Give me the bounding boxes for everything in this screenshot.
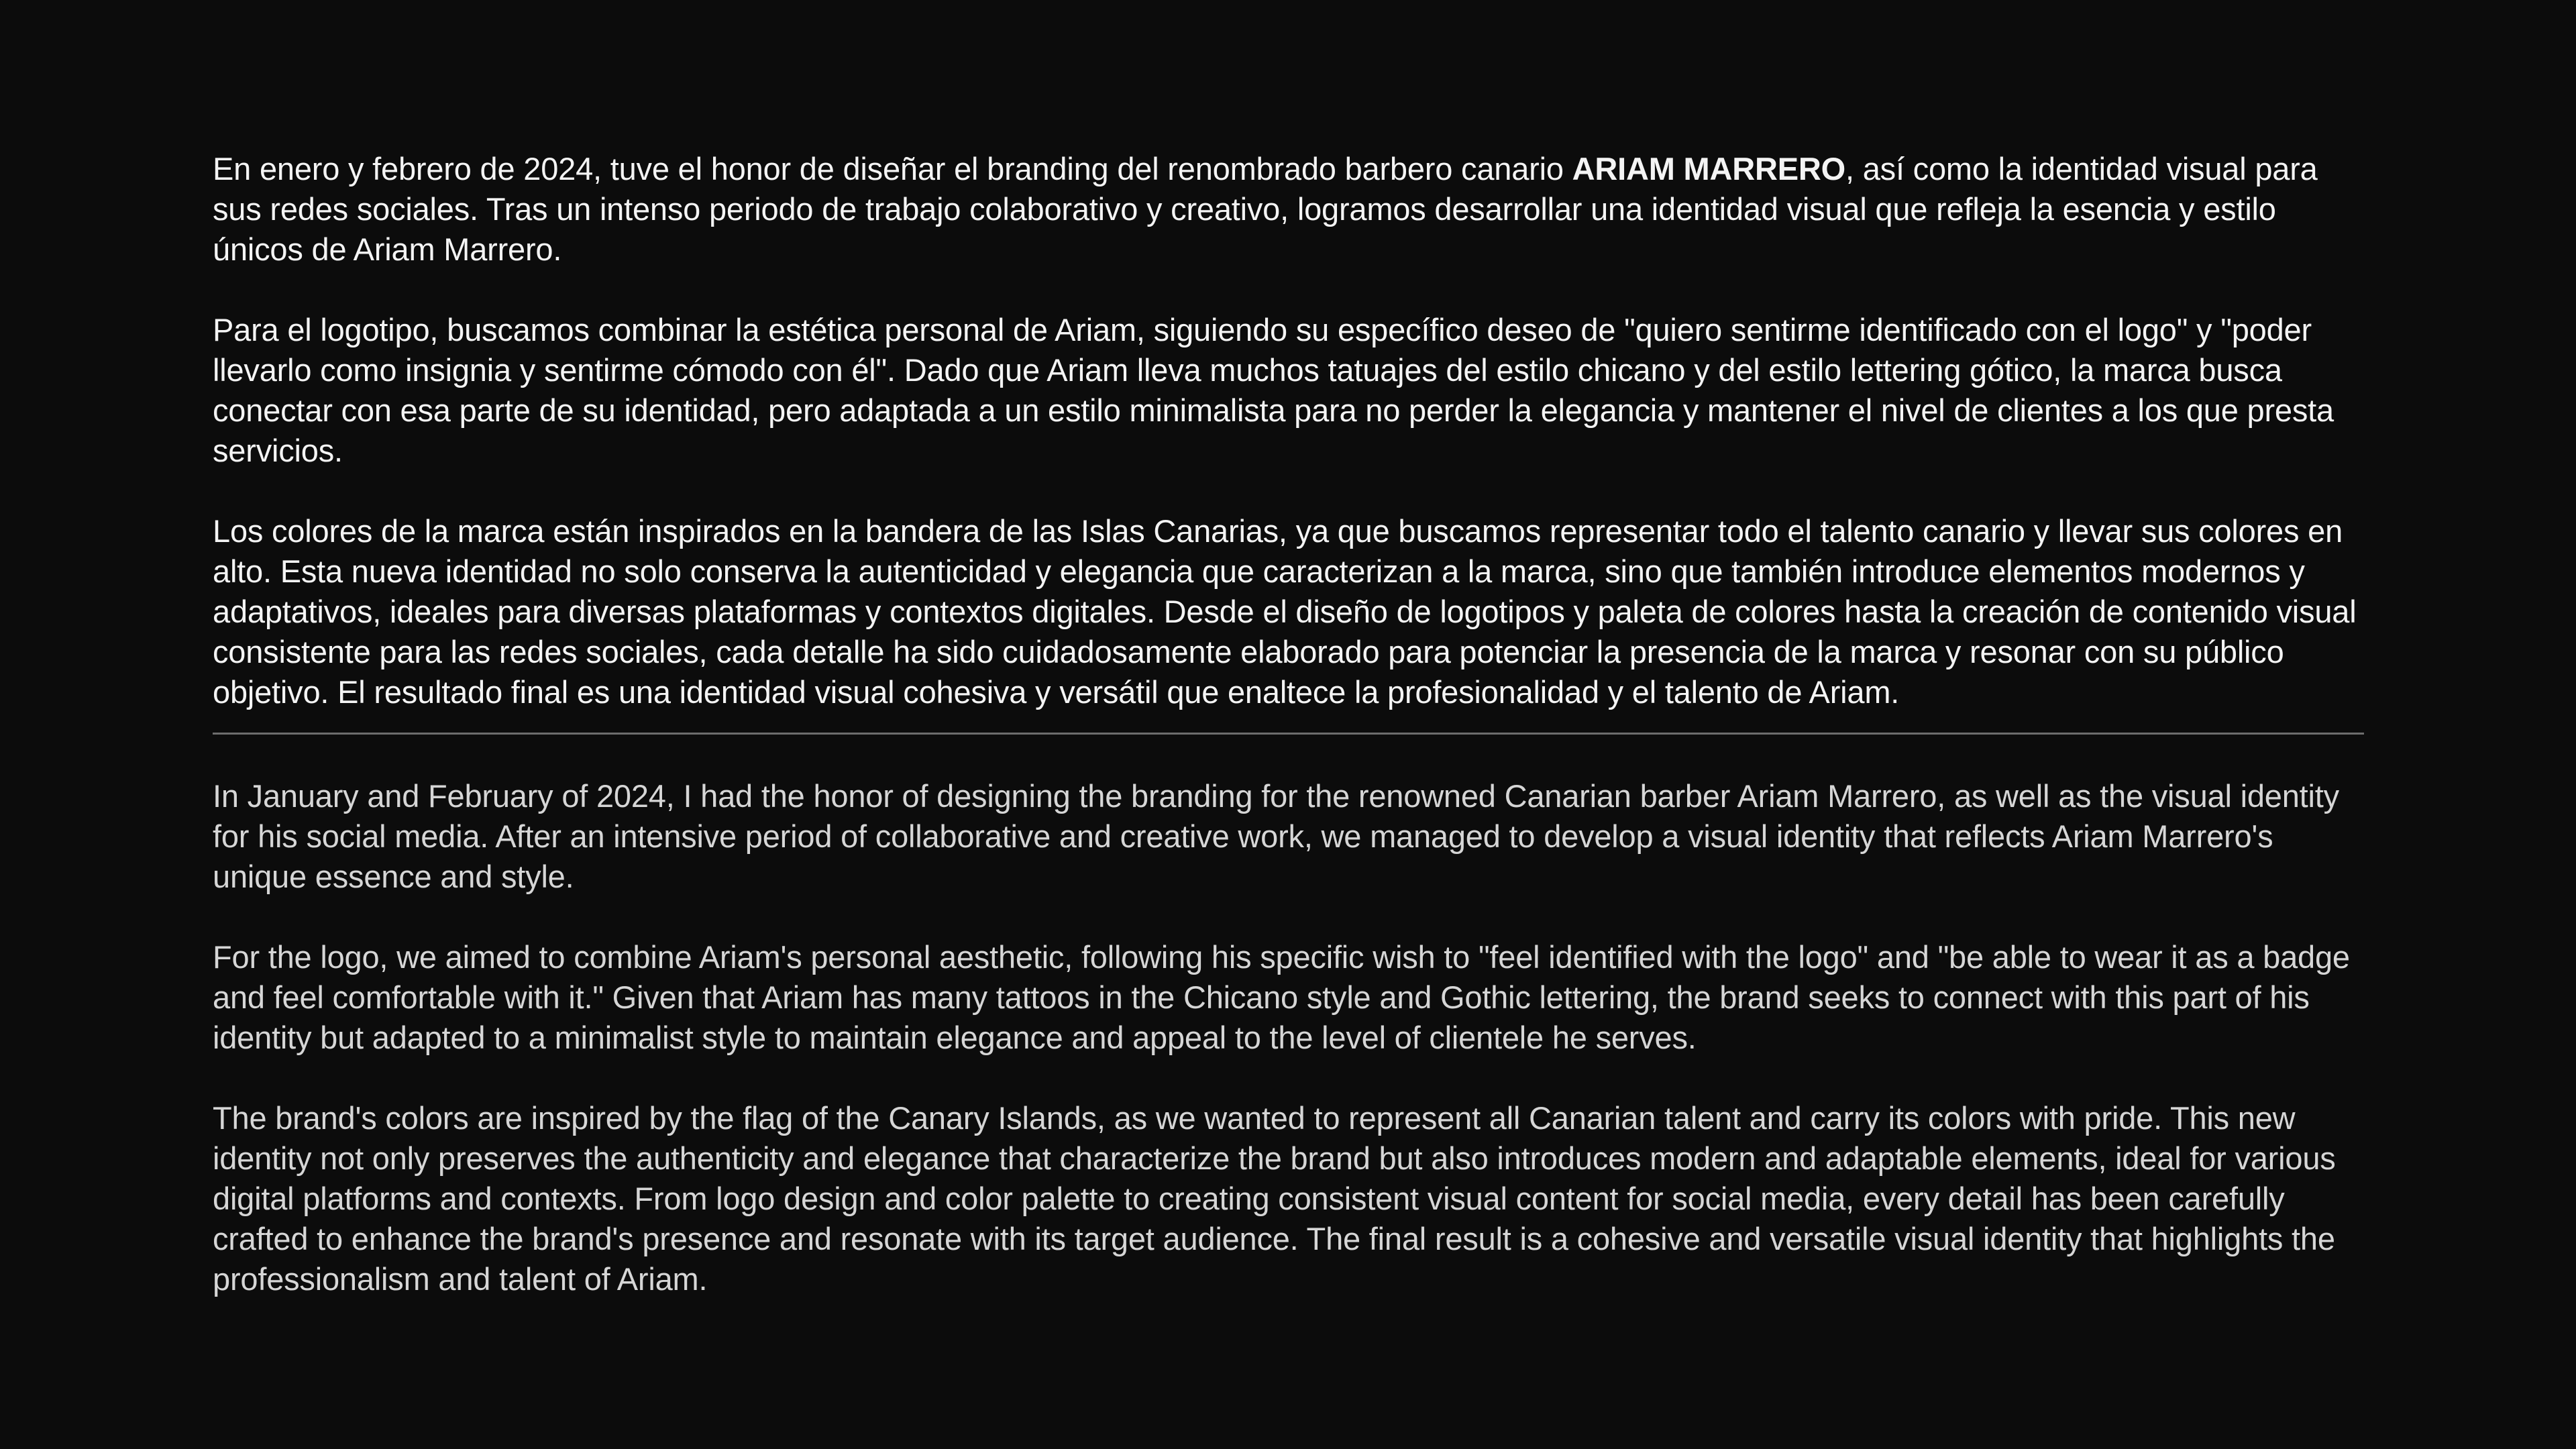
english-description xyxy=(213,776,2364,1299)
client-name: ARIAM MARRERO xyxy=(1572,151,1845,186)
project-description xyxy=(213,149,2364,1299)
english-paragraph-3: The brand's colors are inspired by the flag of the Canary Islands, as we wanted to represent all Canarian talent and carry its colors with pride. This new identity not only preserves the authenticity and elegance that characterize the brand but also introduces modern and adaptable elements, ideal for various digital platforms and contexts. From logo design and color palette to creating consistent visual content for social media, every detail has been carefully crafted to enhance the brand's presence and resonate with its target audience. The final result is a cohesive and versatile visual identity that highlights the professionalism and talent of Ariam. xyxy=(213,1100,2336,1297)
english-paragraph-2: For the logo, we aimed to combine Ariam's personal aesthetic, following his specific wish to "feel identified with the logo" and "be able to wear it as a badge and feel comfortable with it." Given that Ariam has many tattoos in the Chicano style and Gothic lettering, the brand seeks to connect with this part of his identity but adapted to a minimalist style to maintain elegance and appeal to the level of clientele he serves. xyxy=(213,939,2350,1055)
spanish-paragraph-1-rest: , así como la identidad visual para sus redes sociales. Tras un intenso periodo de trabajo colaborativo y creativo, logramos desarrollar una identidad visual que refleja la esencia y estilo únicos de Ariam Marrero. xyxy=(213,151,2318,267)
spanish-paragraph-3: Los colores de la marca están inspirados en la bandera de las Islas Canarias, ya que buscamos representar todo el talento canario y llevar sus colores en alto. Esta nueva identidad no solo conserva la autenticidad y elegancia que caracterizan a la marca, sino que también introduce elementos modernos y adaptativos, ideales para diversas plataformas y contextos digitales. Desde el diseño de logotipos y paleta de colores hasta la creación de contenido visual consistente para las redes sociales, cada detalle ha sido cuidadosamente elaborado para potenciar la presencia de la marca y resonar con su público objetivo. El resultado final es una identidad visual cohesiva y versátil que enaltece la profesionalidad y el talento de Ariam. xyxy=(213,513,2357,710)
spanish-paragraph-1 xyxy=(213,149,2364,270)
spanish-description xyxy=(213,149,2364,712)
language-divider xyxy=(213,733,2364,735)
english-paragraph-1: In January and February of 2024, I had the honor of designing the branding for the renowned Canarian barber Ariam Marrero, as well as the visual identity for his social media. After an intensive period of collaborative and creative work, we managed to develop a visual identity that reflects Ariam Marrero's unique essence and style. xyxy=(213,778,2339,894)
spanish-paragraph-1-intro: En enero y febrero de 2024, tuve el honor de diseñar el branding del renombrado barbero canario xyxy=(213,151,1572,186)
spanish-paragraph-2: Para el logotipo, buscamos combinar la estética personal de Ariam, siguiendo su específico deseo de "quiero sentirme identificado con el logo" y "poder llevarlo como insignia y sentirme cómodo con él". Dado que Ariam lleva muchos tatuajes del estilo chicano y del estilo lettering gótico, la marca busca conectar con esa parte de su identidad, pero adaptada a un estilo minimalista para no perder la elegancia y mantener el nivel de clientes a los que presta servicios. xyxy=(213,312,2334,468)
